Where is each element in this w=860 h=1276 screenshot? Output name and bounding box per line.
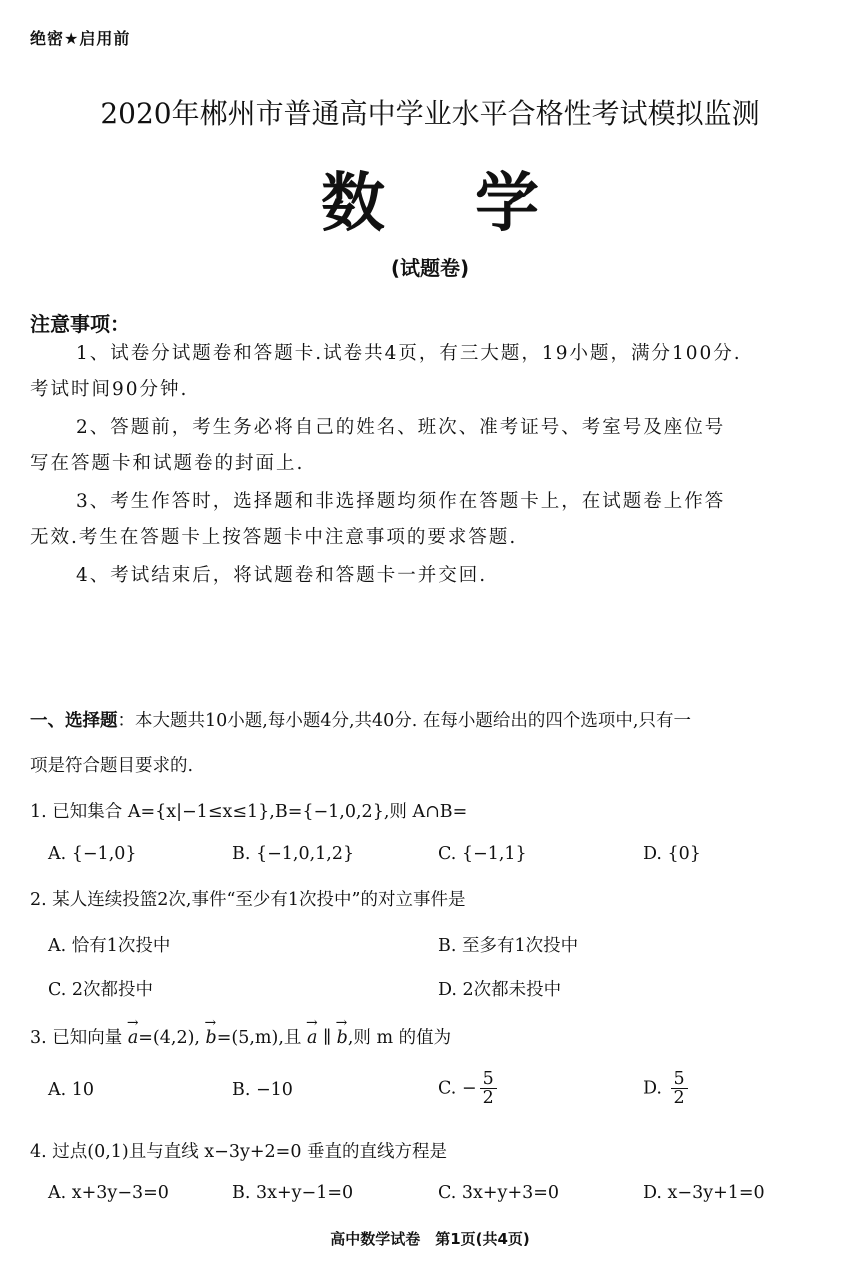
note-line: 4、考试结束后，将试题卷和答题卡一并交回. xyxy=(76,565,488,586)
exam-title: 2020年郴州市普通高中学业水平合格性考试模拟监测 xyxy=(100,97,760,130)
note-line: 写在答题卡和试题卷的封面上. xyxy=(30,453,305,474)
q1-option-c: C. {−1,1} xyxy=(438,844,527,864)
note-item-4 xyxy=(30,558,830,594)
q2-option-c: C. 2次都投中 xyxy=(48,980,154,1000)
section-text: ：本大题共10小题,每小题4分,共40分. 在每小题给出的四个选项中,只有一 xyxy=(117,711,691,731)
q2-option-d: D. 2次都未投中 xyxy=(438,980,562,1000)
question-1-stem: 1. 已知集合 A={x|−1≤x≤1},B={−1,0,2},则 A∩B= xyxy=(30,802,468,822)
q1-option-b: B. {−1,0,1,2} xyxy=(232,844,355,864)
stem-part: ,则 m 的值为 xyxy=(347,1028,452,1048)
vector-b: → b xyxy=(337,1028,348,1048)
q3-option-c xyxy=(438,1070,497,1107)
q2-option-b: B. 至多有1次投中 xyxy=(438,936,579,956)
stem-part: 3. 已知向量 xyxy=(30,1028,128,1048)
subject-title: 数学 xyxy=(321,167,629,241)
vector-a: → a xyxy=(128,1028,138,1048)
fraction xyxy=(671,1070,688,1107)
option-prefix: C. − xyxy=(438,1078,477,1099)
question-4-stem: 4. 过点(0,1)且与直线 x−3y+2=0 垂直的直线方程是 xyxy=(30,1142,448,1162)
note-line: 考试时间90分钟. xyxy=(30,379,189,400)
note-line: 无效.考生在答题卡上按答题卡中注意事项的要求答题. xyxy=(30,527,518,548)
option-prefix: D. xyxy=(643,1078,668,1099)
note-item-2 xyxy=(30,410,830,482)
fraction xyxy=(480,1070,497,1107)
stem-part: =(4,2), xyxy=(138,1028,206,1048)
paper-type: (试题卷) xyxy=(390,256,470,280)
q1-option-d: D. {0} xyxy=(643,844,701,864)
section-label: 一、选择题 xyxy=(30,711,118,731)
q4-option-c: C. 3x+y+3=0 xyxy=(438,1183,560,1203)
note-line: 3、考生作答时，选择题和非选择题均须作在答题卡上，在试题卷上作答 xyxy=(76,491,726,512)
q3-option-b: B. −10 xyxy=(232,1080,293,1100)
section-heading xyxy=(30,708,835,734)
vector-b: → b xyxy=(206,1028,217,1048)
notes-title: 注意事项： xyxy=(30,312,130,336)
note-line: 1、试卷分试题卷和答题卡.试卷共4页，有三大题，19小题，满分100分. xyxy=(76,343,742,364)
question-3-stem xyxy=(30,1024,451,1049)
stem-part: =(5,m),且 xyxy=(216,1028,307,1048)
denominator: 2 xyxy=(482,1088,494,1108)
numerator: 5 xyxy=(480,1070,497,1089)
q4-option-b: B. 3x+y−1=0 xyxy=(232,1183,354,1203)
note-item-3 xyxy=(30,484,830,556)
confidential-label: 绝密★启用前 xyxy=(30,29,131,48)
q1-option-a: A. {−1,0} xyxy=(48,844,137,864)
vector-a: → a xyxy=(307,1028,317,1048)
question-2-stem: 2. 某人连续投篮2次,事件“至少有1次投中”的对立事件是 xyxy=(30,890,466,910)
page-footer: 高中数学试卷 第1页(共4页) xyxy=(330,1230,530,1248)
q4-option-d: D. x−3y+1=0 xyxy=(643,1183,765,1203)
q3-option-a: A. 10 xyxy=(48,1080,95,1100)
q3-option-d xyxy=(643,1070,688,1107)
q2-option-a: A. 恰有1次投中 xyxy=(48,936,171,956)
note-item-1 xyxy=(30,336,830,408)
note-line: 2、答题前，考生务必将自己的姓名、班次、准考证号、考室号及座位号 xyxy=(76,417,726,438)
section-text-line2: 项是符合题目要求的. xyxy=(30,756,194,776)
stem-part: ∥ xyxy=(317,1028,337,1048)
numerator: 5 xyxy=(671,1070,688,1089)
denominator: 2 xyxy=(673,1088,685,1108)
q4-option-a: A. x+3y−3=0 xyxy=(48,1183,169,1203)
